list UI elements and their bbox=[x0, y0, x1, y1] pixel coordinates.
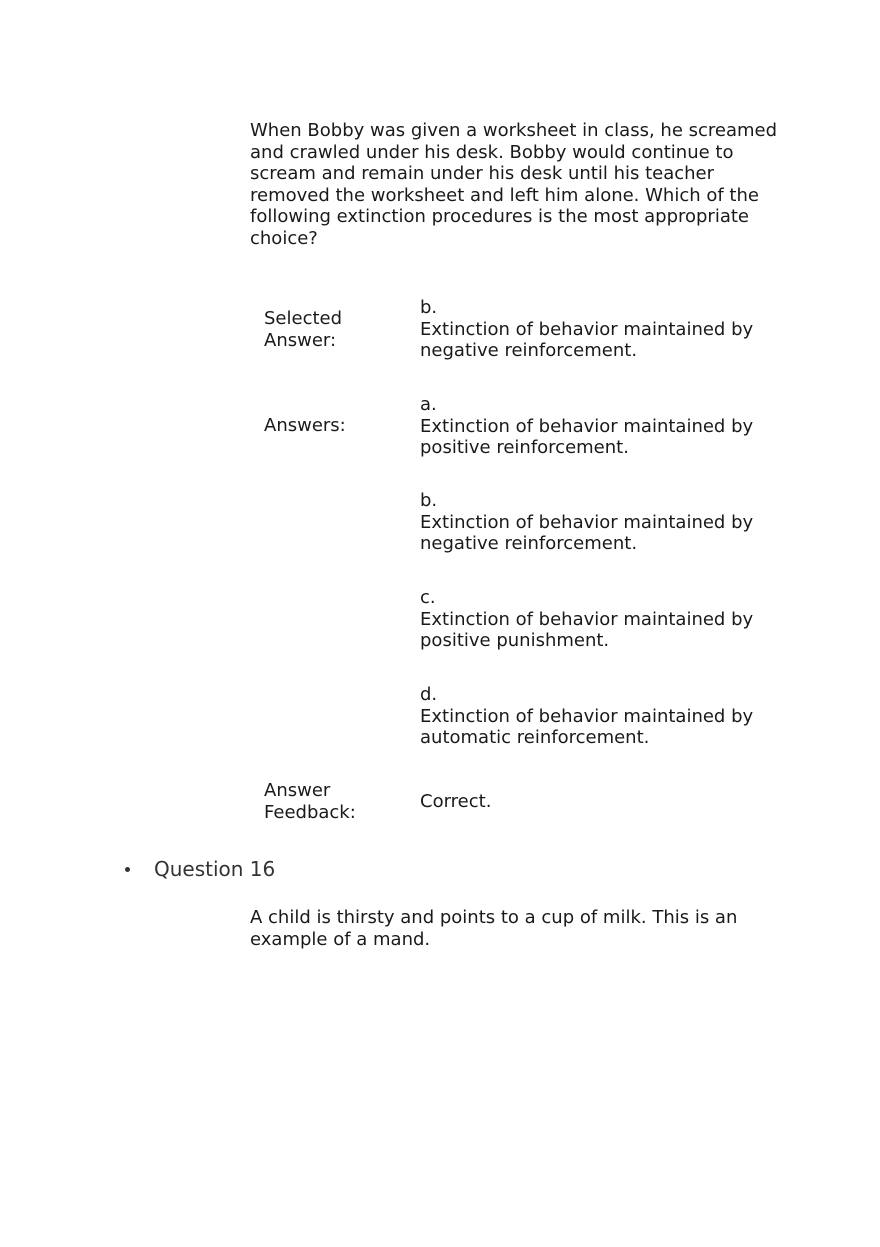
answer-feedback-label: Answer Feedback: bbox=[264, 780, 356, 823]
bullet-icon bbox=[125, 867, 130, 872]
answer-option-text: Extinction of behavior maintained by negative reinforcement. bbox=[420, 511, 754, 554]
question-16-title: Question 16 bbox=[154, 857, 276, 881]
selected-answer bbox=[420, 297, 820, 362]
answer-option-letter: a. bbox=[420, 394, 437, 415]
answer-feedback: Correct. bbox=[420, 791, 492, 812]
question-16-header bbox=[125, 857, 275, 881]
answer-option-c bbox=[420, 587, 820, 652]
answer-option-text: Extinction of behavior maintained by positive reinforcement. bbox=[420, 415, 754, 458]
answer-option-b bbox=[420, 490, 820, 555]
selected-answer-text: Extinction of behavior maintained by negative reinforcement. bbox=[420, 318, 754, 361]
question-15-text: When Bobby was given a worksheet in class, he screamed and crawled under his desk. Bobby would continue to scream and remain under his desk until his teacher removed the worksheet and left him alone. Which of the following extinction procedures is the most appropriate choice? bbox=[250, 120, 778, 249]
answer-option-text: Extinction of behavior maintained by positive punishment. bbox=[420, 608, 754, 651]
answers-label: Answers: bbox=[264, 415, 346, 436]
answer-option-text: Extinction of behavior maintained by automatic reinforcement. bbox=[420, 705, 754, 748]
answer-option-a bbox=[420, 394, 820, 459]
selected-answer-letter: b. bbox=[420, 297, 438, 318]
selected-answer-label: Selected Answer: bbox=[264, 308, 343, 351]
question-16-text: A child is thirsty and points to a cup of milk. This is an example of a mand. bbox=[250, 907, 738, 950]
answer-option-d bbox=[420, 684, 820, 749]
answer-option-letter: d. bbox=[420, 684, 438, 705]
answer-option-letter: b. bbox=[420, 490, 438, 511]
answer-option-letter: c. bbox=[420, 587, 436, 608]
